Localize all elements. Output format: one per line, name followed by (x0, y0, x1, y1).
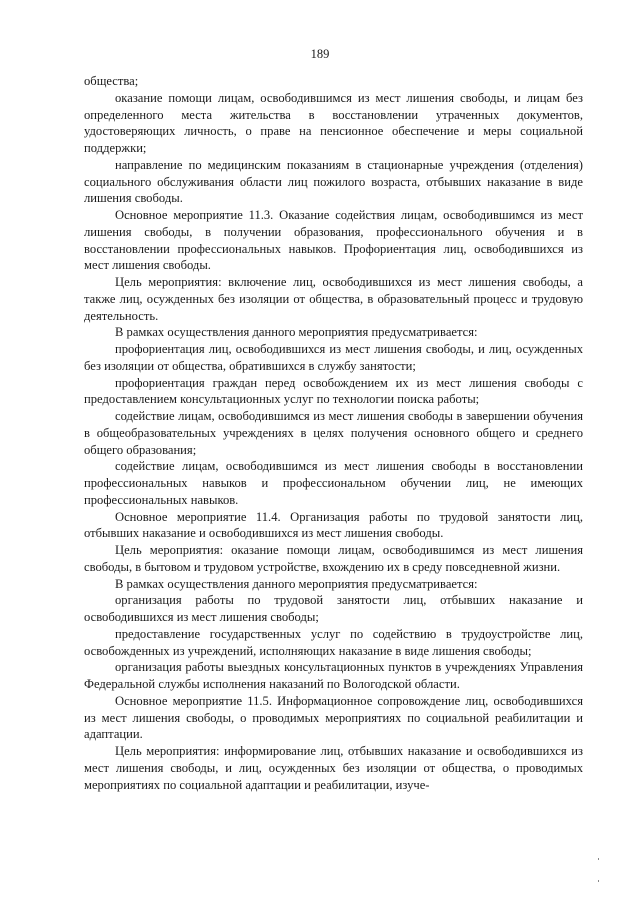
paragraph: Цель мероприятия: оказание помощи лицам, освободившимся из мест лишения свободы, в бытовом и трудовом устройстве, вхождению их в среду повседневной жизни. (84, 543, 583, 574)
paragraph: оказание помощи лицам, освободившимся из мест лишения свободы, и лицам без определенного места жительства в восстановлении утраченных документов, удостоверяющих личность, о праве на пенсионное обеспечение и меры социальной поддержки; (84, 90, 583, 155)
paragraph: содействие лицам, освободившимся из мест лишения свободы в восстановлении профессиональных навыков и профессиональном обучении лиц, не имеющих профессиональных навыков. (84, 459, 583, 507)
paragraph: В рамках осуществления данного мероприятия предусматривается: (115, 576, 478, 591)
scan-speck (598, 880, 599, 882)
scan-speck (598, 858, 599, 860)
paragraph: профориентация граждан перед освобождением их из мест лишения свободы с предоставлением консультационных услуг по технологии поиска работы; (84, 375, 583, 407)
paragraph: Цель мероприятия: включение лиц, освободившихся из мест лишения свободы, а также лиц, осужденных без изоляции от общества, в образовательный процесс и трудовую деятельность. (84, 275, 583, 323)
paragraph: Основное мероприятие 11.4. Организация работы по трудовой занятости лиц, отбывших наказание и освободившихся из мест лишения свободы. (84, 509, 583, 541)
paragraph: предоставление государственных услуг по содействию в трудоустройстве лиц, освобожденных из учреждений, исполняющих наказание в виде лишения свободы; (84, 626, 583, 658)
paragraph: направление по медицинским показаниям в стационарные учреждения (отделения) социального обслуживания области лиц пожилого возраста, отбывших наказание в виде лишения свободы. (84, 157, 583, 206)
paragraph: профориентация лиц, освободившихся из мест лишения свободы, и лиц, осужденных без изоляции от общества, обратившихся в службу занятости; (84, 342, 583, 373)
paragraph: содействие лицам, освободившимся из мест лишения свободы в завершении обучения в общеобразовательных учреждениях в целях получения основного общего и среднего общего образования; (84, 409, 583, 457)
paragraph: Цель мероприятия: информирование лиц, отбывших наказание и освободившихся из мест лишения свободы, и лиц, осужденных без изоляции от общества, о проводимых мероприятиях по социальной адаптации и реабилитации, изуче- (84, 744, 583, 792)
paragraph: Основное мероприятие 11.5. Информационное сопровождение лиц, освободившихся из мест лишения свободы, о проводимых мероприятиях по социальной реабилитации и адаптации. (84, 693, 583, 742)
body-text (84, 73, 583, 793)
paragraph: общества; (84, 74, 139, 88)
paragraph: организация работы по трудовой занятости лиц, отбывших наказание и освободившихся из мест лишения свободы; (84, 593, 583, 624)
page-number: 189 (310, 47, 330, 61)
paragraph: Основное мероприятие 11.3. Оказание содействия лицам, освободившимся из мест лишения свободы, в получении образования, профессионального обучения и в восстановлении профессиональных навыков. Профориентация лиц, освободившихся из мест лишения свободы. (84, 208, 583, 273)
paragraph: В рамках осуществления данного мероприятия предусматривается: (115, 325, 478, 340)
paragraph: организация работы выездных консультационных пунктов в учреждениях Управления Федеральной службы исполнения наказаний по Вологодской области. (84, 660, 583, 691)
